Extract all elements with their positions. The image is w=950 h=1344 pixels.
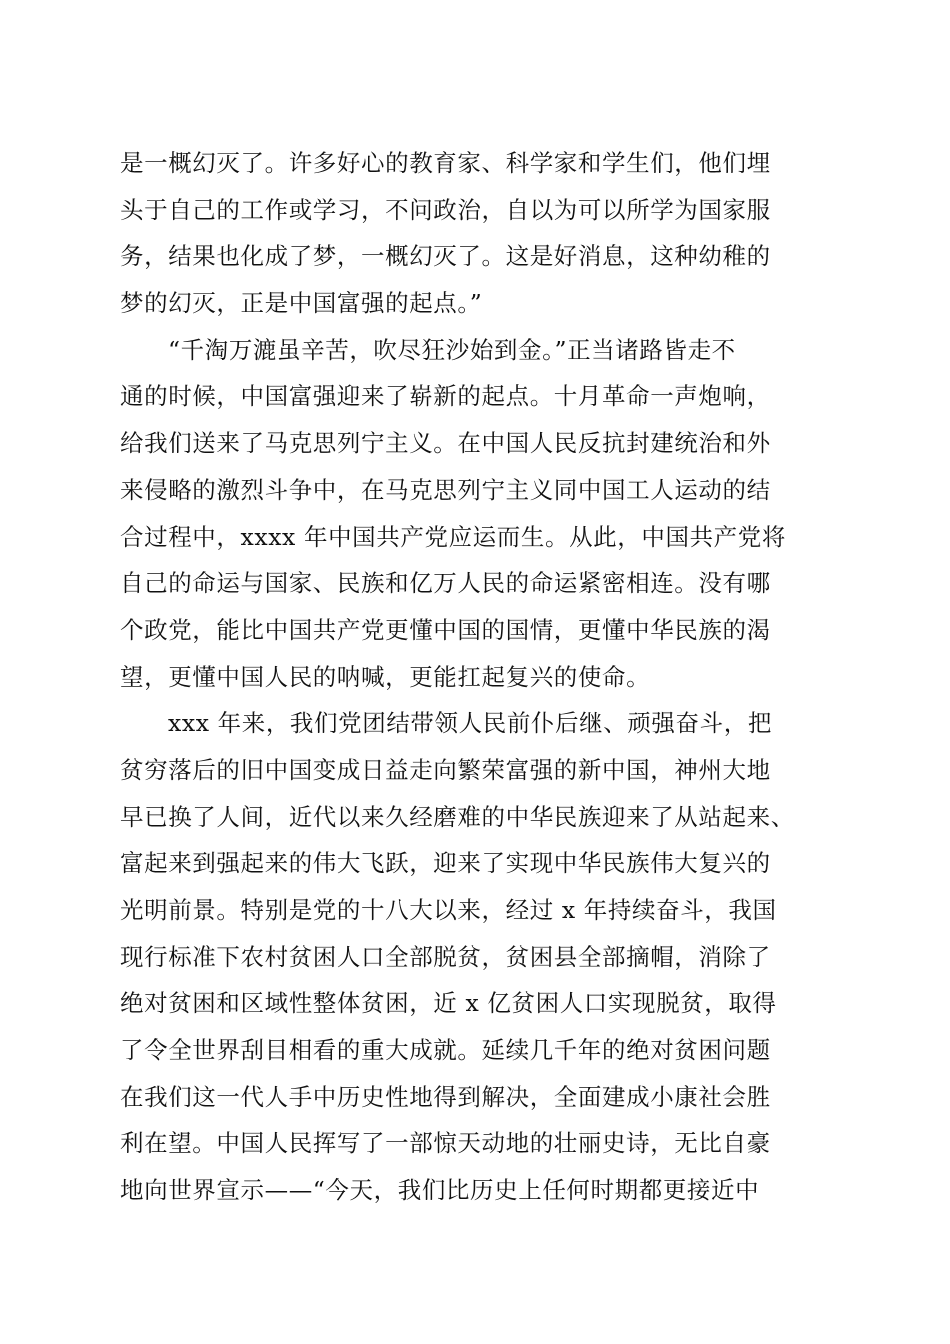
text-line: 了令全世界刮目相看的重大成就。延续几千年的绝对贫困问题 — [120, 1036, 771, 1065]
text-line: 在我们这一代人手中历史性地得到解决，全面建成小康社会胜 — [120, 1082, 771, 1111]
text-line: 个政党，能比中国共产党更懂中国的国情，更懂中华民族的渴 — [120, 615, 771, 644]
text-line-indented: xxx 年来，我们党团结带领人民前仆后继、顽强奋斗，把 — [168, 709, 772, 738]
text-line: 早已换了人间，近代以来久经磨难的中华民族迎来了从站起来、 — [120, 802, 795, 831]
text-line: 梦的幻灭，正是中国富强的起点。” — [120, 289, 483, 318]
text-line: 是一概幻灭了。许多好心的教育家、科学家和学生们，他们埋 — [120, 149, 771, 177]
text-line: 自己的命运与国家、民族和亿万人民的命运紧密相连。没有哪 — [120, 569, 771, 598]
text-line: 通的时候，中国富强迎来了崭新的起点。十月革命一声炮响， — [120, 382, 771, 411]
text-line: 利在望。中国人民挥写了一部惊天动地的壮丽史诗，无比自豪 — [120, 1129, 771, 1158]
paragraph-1 — [120, 140, 830, 327]
document-body — [120, 140, 830, 1214]
text-line-indented: “千淘万漉虽辛苦，吹尽狂沙始到金。”正当诸路皆走不 — [168, 335, 736, 364]
text-line: 贫穷落后的旧中国变成日益走向繁荣富强的新中国，神州大地 — [120, 755, 771, 784]
paragraph-3 — [120, 700, 830, 1214]
text-line: 绝对贫困和区域性整体贫困，近 x 亿贫困人口实现脱贫，取得 — [120, 989, 777, 1018]
text-line: 富起来到强起来的伟大飞跃，迎来了实现中华民族伟大复兴的 — [120, 849, 771, 878]
text-line: 合过程中，xxxx 年中国共产党应运而生。从此，中国共产党将 — [120, 522, 786, 551]
paragraph-2 — [120, 327, 830, 701]
text-line: 给我们送来了马克思列宁主义。在中国人民反抗封建统治和外 — [120, 429, 771, 458]
text-line: 光明前景。特别是党的十八大以来，经过 x 年持续奋斗，我国 — [120, 896, 777, 924]
text-line: 地向世界宣示——“今天，我们比历史上任何时期都更接近中 — [120, 1176, 760, 1205]
text-line: 务，结果也化成了梦，一概幻灭了。这是好消息，这种幼稚的 — [120, 242, 771, 271]
text-line: 望，更懂中国人民的呐喊，更能扛起复兴的使命。 — [120, 662, 651, 691]
text-line: 头于自己的工作或学习，不问政治，自以为可以所学为国家服 — [120, 195, 771, 224]
text-line: 现行标准下农村贫困人口全部脱贫，贫困县全部摘帽，消除了 — [120, 942, 771, 971]
text-line: 来侵略的激烈斗争中，在马克思列宁主义同中国工人运动的结 — [120, 475, 771, 504]
